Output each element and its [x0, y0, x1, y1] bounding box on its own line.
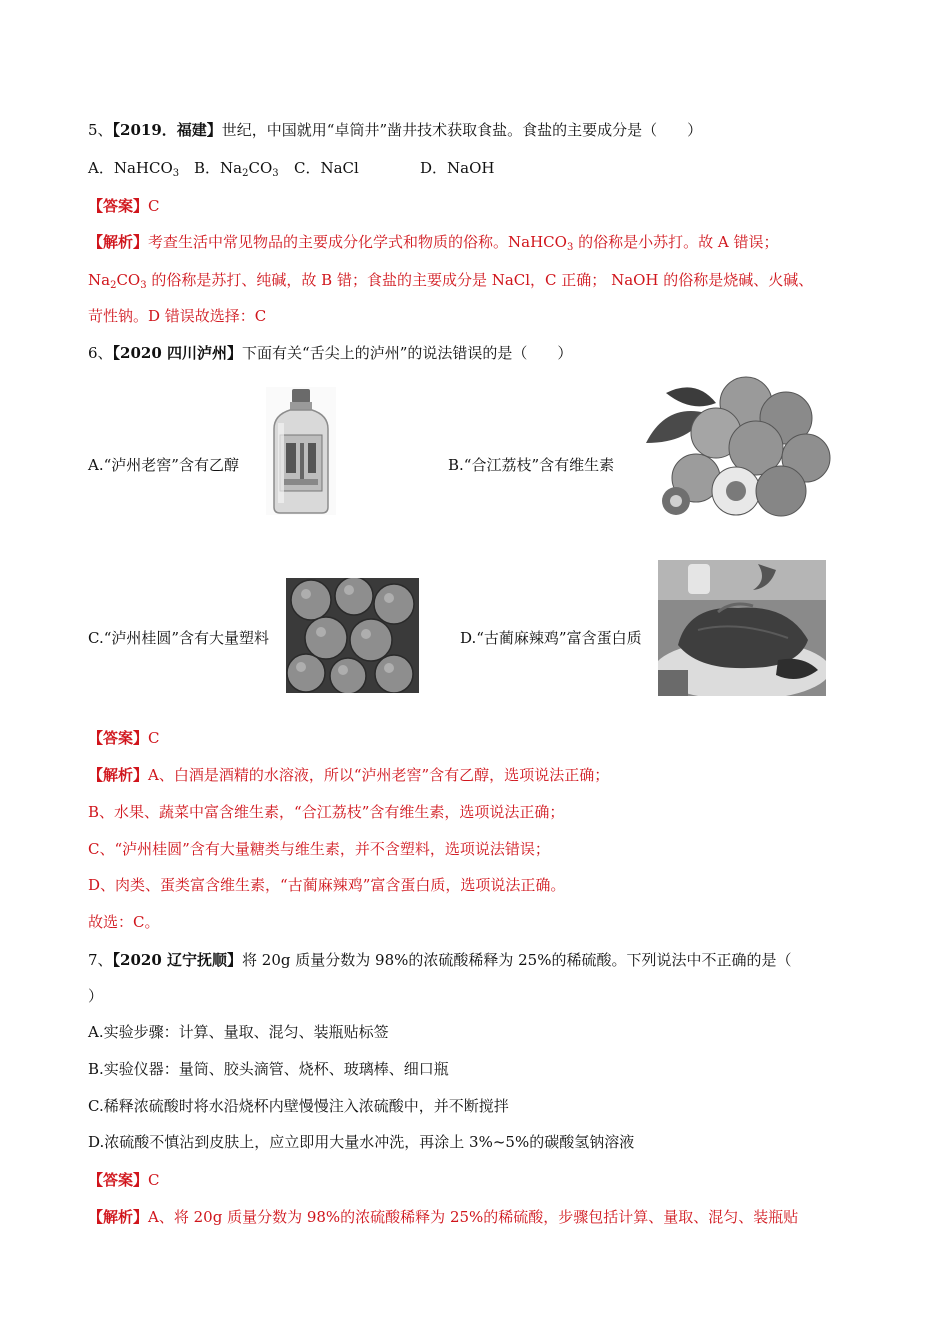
- q6-option-a: A.“泸州老窖”含有乙醇: [88, 456, 239, 474]
- lychee-image: [636, 373, 834, 521]
- q6-option-c: C.“泸州桂圆”含有大量塑料: [88, 629, 270, 647]
- q5-explanation-line-3: 苛性钠。D 错误故选择：C: [88, 307, 267, 325]
- q6-explanation-line-3: C、“泸州桂圆”含有大量糖类与维生素，并不含塑料，选项说法错误；: [88, 840, 550, 858]
- q5-source-tag: 【2019．福建】: [112, 121, 222, 139]
- q7-number: 7、: [88, 951, 113, 969]
- q6-conclusion: 故选：C。: [88, 913, 160, 931]
- q6-explanation-line-1: 【解析】A、白酒是酒精的水溶液，所以“泸州老窖”含有乙醇，选项说法正确；: [88, 766, 610, 784]
- q7-option-b: B.实验仪器：量筒、胶头滴管、烧杯、玻璃棒、细口瓶: [88, 1060, 449, 1078]
- q7-option-c: C.稀释浓硫酸时将水沿烧杯内壁慢慢注入浓硫酸中，并不断搅拌: [88, 1097, 509, 1115]
- q7-explanation-tag: 【解析】: [88, 1208, 149, 1226]
- q6-explanation-tag: 【解析】: [88, 766, 149, 784]
- q7-answer-tag: 【答案】: [88, 1171, 149, 1189]
- longan-image: [286, 578, 419, 693]
- q6-answer-value: C: [148, 729, 160, 747]
- q5-number: 5、: [88, 121, 113, 139]
- q6-explanation-line-4: D、肉类、蛋类富含维生素，“古蔺麻辣鸡”富含蛋白质，选项说法正确。: [88, 876, 566, 894]
- q5-explanation-line-1: 【解析】考查生活中常见物品的主要成分化学式和物质的俗称。NaHCO$_3$ 的俗称是小苏打。故 A 错误；: [88, 233, 779, 253]
- q7-option-a: A.实验步骤：计算、量取、混匀、装瓶贴标签: [88, 1023, 389, 1041]
- q5-answer: [88, 196, 160, 216]
- q6-number: 6、: [88, 344, 113, 362]
- q5-stem-line: [88, 120, 702, 140]
- q5-option-b: B．$Na_2CO_3$: [194, 159, 279, 179]
- q5-explanation-tag: 【解析】: [88, 233, 149, 251]
- q7-explanation-line-1: 【解析】A、将 20g 质量分数为 98%的浓硫酸稀释为 25%的稀硫酸，步骤包括计算、量取、混匀、装瓶贴: [88, 1208, 799, 1226]
- q7-stem-line: [88, 950, 791, 970]
- q7-stem: 将 20g 质量分数为 98%的浓硫酸稀释为 25%的稀硫酸。下列说法中不正确的是（: [242, 951, 792, 969]
- q6-source-tag: 【2020 四川泸州】: [112, 344, 243, 362]
- q6-explanation-line-2: B、水果、蔬菜中富含维生素，“合江荔枝”含有维生素，选项说法正确；: [88, 803, 565, 821]
- q5-options: [88, 158, 494, 178]
- q7-answer: [88, 1170, 160, 1190]
- q5-option-a: A．NaHCO$_3$: [88, 159, 180, 179]
- q7-source-tag: 【2020 辽宁抚顺】: [112, 951, 243, 969]
- q7-stem-continuation: ）: [88, 987, 104, 1005]
- q5-explanation-line-2: $Na_2CO_3$ 的俗称是苏打、纯碱，故 B 错；食盐的主要成分是 NaCl，C 正确； NaOH 的俗称是烧碱、火碱、: [88, 271, 814, 291]
- q6-answer: [88, 728, 160, 748]
- q5-answer-value: C: [148, 197, 160, 215]
- q5-answer-tag: 【答案】: [88, 197, 149, 215]
- q7-answer-value: C: [148, 1171, 160, 1189]
- q6-stem: 下面有关“舌尖上的泸州”的说法错误的是（ ）: [242, 344, 573, 362]
- q6-option-b: B.“合江荔枝”含有维生素: [448, 456, 615, 474]
- q5-option-d: D．NaOH: [420, 159, 495, 177]
- q6-stem-line: [88, 343, 572, 363]
- q6-answer-tag: 【答案】: [88, 729, 149, 747]
- q7-option-d: D.浓硫酸不慎沾到皮肤上，应立即用大量水冲洗，再涂上 3%~5%的碳酸氢钠溶液: [88, 1133, 635, 1151]
- q5-stem: 世纪，中国就用“卓筒井”凿井技术获取食盐。食盐的主要成分是（ ）: [221, 121, 703, 139]
- q6-option-d: D.“古蔺麻辣鸡”富含蛋白质: [460, 629, 642, 647]
- liquor-bottle-image: [266, 387, 336, 515]
- spicy-chicken-image: [658, 560, 826, 696]
- q5-option-c: C．NaCl: [294, 159, 359, 177]
